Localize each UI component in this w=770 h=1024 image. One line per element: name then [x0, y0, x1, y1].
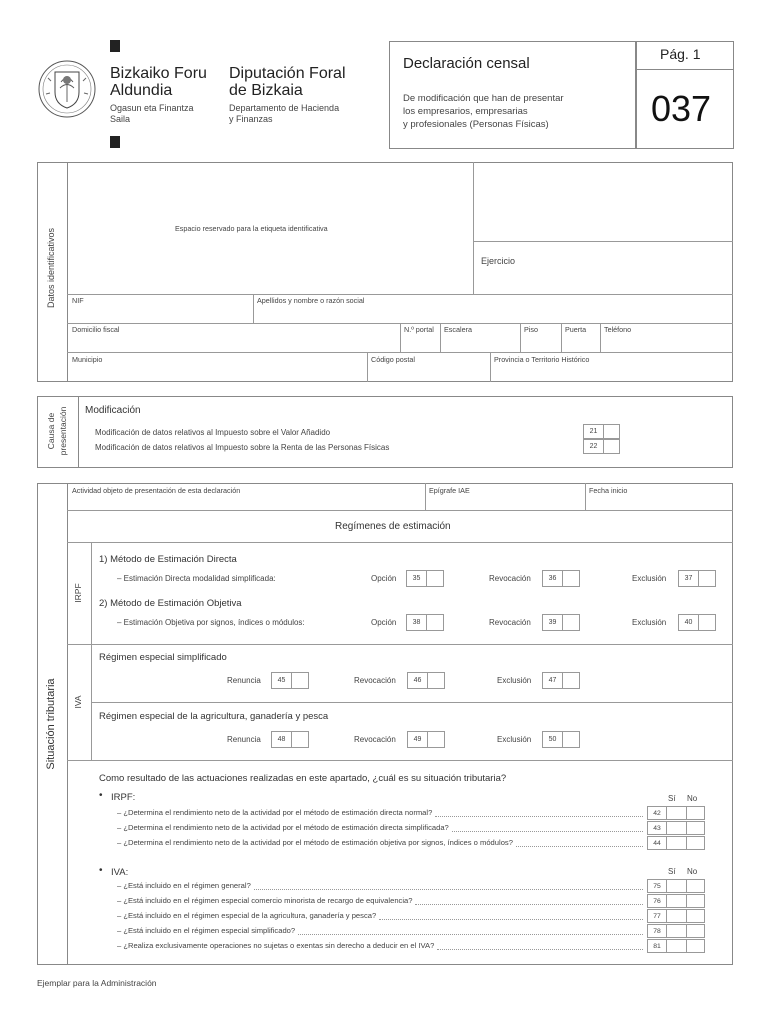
question-text: – ¿Está incluido en el régimen especial de la agricultura, ganadería y pesca?	[117, 911, 377, 920]
irpf-q-label: IRPF:	[111, 792, 136, 803]
divider	[91, 542, 92, 644]
escalera-label[interactable]: Escalera	[444, 325, 472, 334]
provincia-label[interactable]: Provincia o Territorio Histórico	[494, 355, 590, 364]
renuncia-label: Renuncia	[227, 676, 261, 685]
box-number: 77	[648, 910, 667, 922]
box-number: 75	[648, 880, 667, 892]
label-area-text: Espacio reservado para la etiqueta identificativa	[175, 224, 328, 233]
fecha-label[interactable]: Fecha inicio	[589, 486, 628, 495]
iva-q-label: IVA:	[111, 867, 129, 878]
leader-dots	[516, 846, 643, 847]
checkbox-50[interactable]: 50	[542, 731, 580, 748]
question-text: – ¿Determina el rendimiento neto de la actividad por el método de estimación objetiva por signos, índices o módulos?	[117, 838, 513, 847]
causa-side-label: Causa de presentación	[46, 406, 68, 456]
checkbox-22[interactable]: 22	[583, 439, 620, 454]
divider	[520, 323, 521, 353]
exclusion-label: Exclusión	[497, 676, 532, 685]
exclusion-label: Exclusión	[497, 735, 532, 744]
divider	[367, 352, 368, 382]
datos-section	[37, 162, 733, 382]
question-text: – ¿Determina el rendimiento neto de la actividad por el método de estimación directa simplificada?	[117, 823, 449, 832]
answer-box-76[interactable]	[647, 894, 705, 908]
no-header: No	[687, 867, 698, 876]
situacion-question: Como resultado de las actuaciones realizadas en este apartado, ¿cuál es su situación tributaria?	[99, 773, 507, 784]
nif-label[interactable]: NIF	[72, 296, 84, 305]
revocacion-label: Revocación	[489, 618, 531, 627]
divider	[91, 702, 733, 703]
checkbox-38[interactable]: 38	[406, 614, 444, 631]
no-checkbox[interactable]	[687, 822, 704, 834]
datos-side-label: Datos identificativos	[46, 227, 56, 309]
box-number: 76	[648, 895, 667, 907]
apellidos-label[interactable]: Apellidos y nombre o razón social	[257, 296, 365, 305]
agricultura-title: Régimen especial de la agricultura, ganadería y pesca	[99, 711, 329, 722]
bullet-icon: •	[99, 865, 103, 876]
question-text: – ¿Determina el rendimiento neto de la actividad por el método de estimación directa normal?	[117, 808, 433, 817]
no-checkbox[interactable]	[687, 925, 704, 937]
domicilio-label[interactable]: Domicilio fiscal	[72, 325, 120, 334]
question-text: – ¿Está incluido en el régimen especial comercio minorista de recargo de equivalencia?	[117, 896, 413, 905]
codigo-postal-label[interactable]: Código postal	[371, 355, 415, 364]
si-checkbox[interactable]	[667, 895, 687, 907]
piso-label[interactable]: Piso	[524, 325, 538, 334]
renuncia-label: Renuncia	[227, 735, 261, 744]
divider	[585, 483, 586, 511]
si-checkbox[interactable]	[667, 910, 687, 922]
leader-dots	[437, 949, 643, 950]
checkbox-36[interactable]: 36	[542, 570, 580, 587]
m2-sub: – Estimación Objetiva por signos, índices o módulos:	[117, 618, 305, 627]
divider	[67, 352, 733, 353]
epigrafe-label[interactable]: Epígrafe IAE	[429, 486, 470, 495]
si-checkbox[interactable]	[667, 807, 687, 819]
no-checkbox[interactable]	[687, 910, 704, 922]
si-checkbox[interactable]	[667, 880, 687, 892]
corner-mark	[110, 40, 120, 52]
si-checkbox[interactable]	[667, 940, 687, 952]
divider	[67, 760, 733, 761]
dept-basque: Ogasun eta Finantza Saila	[110, 103, 194, 124]
portal-label[interactable]: N.º portal	[404, 325, 434, 334]
no-checkbox[interactable]	[687, 940, 704, 952]
divider	[561, 323, 562, 353]
checkbox-48[interactable]: 48	[271, 731, 309, 748]
exclusion-label: Exclusión	[632, 618, 667, 627]
form-title: Declaración censal	[403, 55, 530, 72]
checkbox-40[interactable]: 40	[678, 614, 716, 631]
revocacion-label: Revocación	[354, 676, 396, 685]
question-text: – ¿Realiza exclusivamente operaciones no sujetas o exentas sin derecho a deducir en el IVA?	[117, 941, 435, 950]
answer-box-43[interactable]	[647, 821, 705, 835]
checkbox-37[interactable]: 37	[678, 570, 716, 587]
divider	[78, 396, 79, 468]
revocacion-label: Revocación	[354, 735, 396, 744]
checkbox-39[interactable]: 39	[542, 614, 580, 631]
situacion-side-label: Situación tributaria	[45, 678, 57, 770]
divider	[67, 162, 68, 382]
divider	[67, 483, 68, 965]
divider	[400, 323, 401, 353]
answer-box-75[interactable]	[647, 879, 705, 893]
municipio-label[interactable]: Municipio	[72, 355, 103, 364]
puerta-label[interactable]: Puerta	[565, 325, 587, 334]
answer-box-77[interactable]	[647, 909, 705, 923]
no-header: No	[687, 794, 698, 803]
opcion-label: Opción	[371, 618, 397, 627]
iva-side-label: IVA	[73, 695, 83, 709]
checkbox-21[interactable]: 21	[583, 424, 620, 439]
box-number: 81	[648, 940, 667, 952]
m1-title: 1) Método de Estimación Directa	[99, 554, 237, 565]
box-number: 42	[648, 807, 667, 819]
answer-box-81[interactable]	[647, 939, 705, 953]
causa-row2-label: Modificación de datos relativos al Impuesto sobre la Renta de las Personas Físicas	[95, 443, 390, 452]
si-checkbox[interactable]	[667, 822, 687, 834]
ejercicio-label: Ejercicio	[481, 256, 516, 266]
leader-dots	[254, 889, 643, 890]
causa-heading: Modificación	[85, 405, 141, 416]
answer-box-44[interactable]	[647, 836, 705, 850]
simplificado-title: Régimen especial simplificado	[99, 652, 227, 663]
answer-box-78[interactable]	[647, 924, 705, 938]
divider	[67, 644, 733, 645]
model-number: 037	[651, 88, 712, 129]
irpf-side-label: IRPF	[73, 583, 83, 603]
opcion-label: Opción	[371, 574, 397, 583]
leader-dots	[379, 919, 643, 920]
divider	[67, 510, 733, 511]
m2-title: 2) Método de Estimación Objetiva	[99, 598, 242, 609]
leader-dots	[298, 934, 643, 935]
box-number: 44	[648, 837, 667, 849]
no-checkbox[interactable]	[687, 837, 704, 849]
divider	[440, 323, 441, 353]
page-label: Pág. 1	[660, 46, 701, 62]
leader-dots	[435, 816, 643, 817]
no-checkbox[interactable]	[687, 895, 704, 907]
si-checkbox[interactable]	[667, 925, 687, 937]
divider	[473, 241, 733, 242]
m1-sub: – Estimación Directa modalidad simplificada:	[117, 574, 276, 583]
divider	[490, 352, 491, 382]
checkbox-49[interactable]: 49	[407, 731, 445, 748]
footer-copy-label: Ejemplar para la Administración	[37, 978, 157, 988]
exclusion-label: Exclusión	[632, 574, 667, 583]
corner-mark	[110, 136, 120, 148]
divider	[636, 69, 734, 70]
no-checkbox[interactable]	[687, 807, 704, 819]
checkbox-46[interactable]: 46	[407, 672, 445, 689]
divider	[67, 294, 733, 295]
answer-box-42[interactable]	[647, 806, 705, 820]
regimenes-heading: Regímenes de estimación	[335, 521, 451, 532]
question-text: – ¿Está incluido en el régimen general?	[117, 881, 251, 890]
bullet-icon: •	[99, 790, 103, 801]
divider	[67, 542, 733, 543]
divider	[425, 483, 426, 511]
leader-dots	[415, 904, 643, 905]
dept-spanish: Departamento de Hacienda y Finanzas	[229, 103, 340, 124]
org-name-spanish: Diputación Foral de Bizkaia	[229, 65, 346, 99]
actividad-label[interactable]: Actividad objeto de presentación de esta declaración	[72, 486, 241, 495]
box-number: 78	[648, 925, 667, 937]
box-number: 43	[648, 822, 667, 834]
checkbox-47[interactable]: 47	[542, 672, 580, 689]
coat-of-arms-icon	[36, 58, 98, 120]
si-header: Sí	[668, 794, 676, 803]
form-description: De modificación que han de presentar los empresarios, empresarias y profesionales (Personas Físicas)	[403, 93, 564, 130]
leader-dots	[452, 831, 643, 832]
si-header: Sí	[668, 867, 676, 876]
causa-row1-label: Modificación de datos relativos al Impuesto sobre el Valor Añadido	[95, 428, 331, 437]
telefono-label[interactable]: Teléfono	[604, 325, 632, 334]
question-text: – ¿Está incluido en el régimen especial simplificado?	[117, 926, 296, 935]
no-checkbox[interactable]	[687, 880, 704, 892]
checkbox-45[interactable]: 45	[271, 672, 309, 689]
revocacion-label: Revocación	[489, 574, 531, 583]
divider	[473, 162, 474, 295]
divider	[253, 294, 254, 324]
si-checkbox[interactable]	[667, 837, 687, 849]
divider	[600, 323, 601, 353]
org-name-basque: Bizkaiko Foru Aldundia	[110, 65, 207, 99]
checkbox-35[interactable]: 35	[406, 570, 444, 587]
